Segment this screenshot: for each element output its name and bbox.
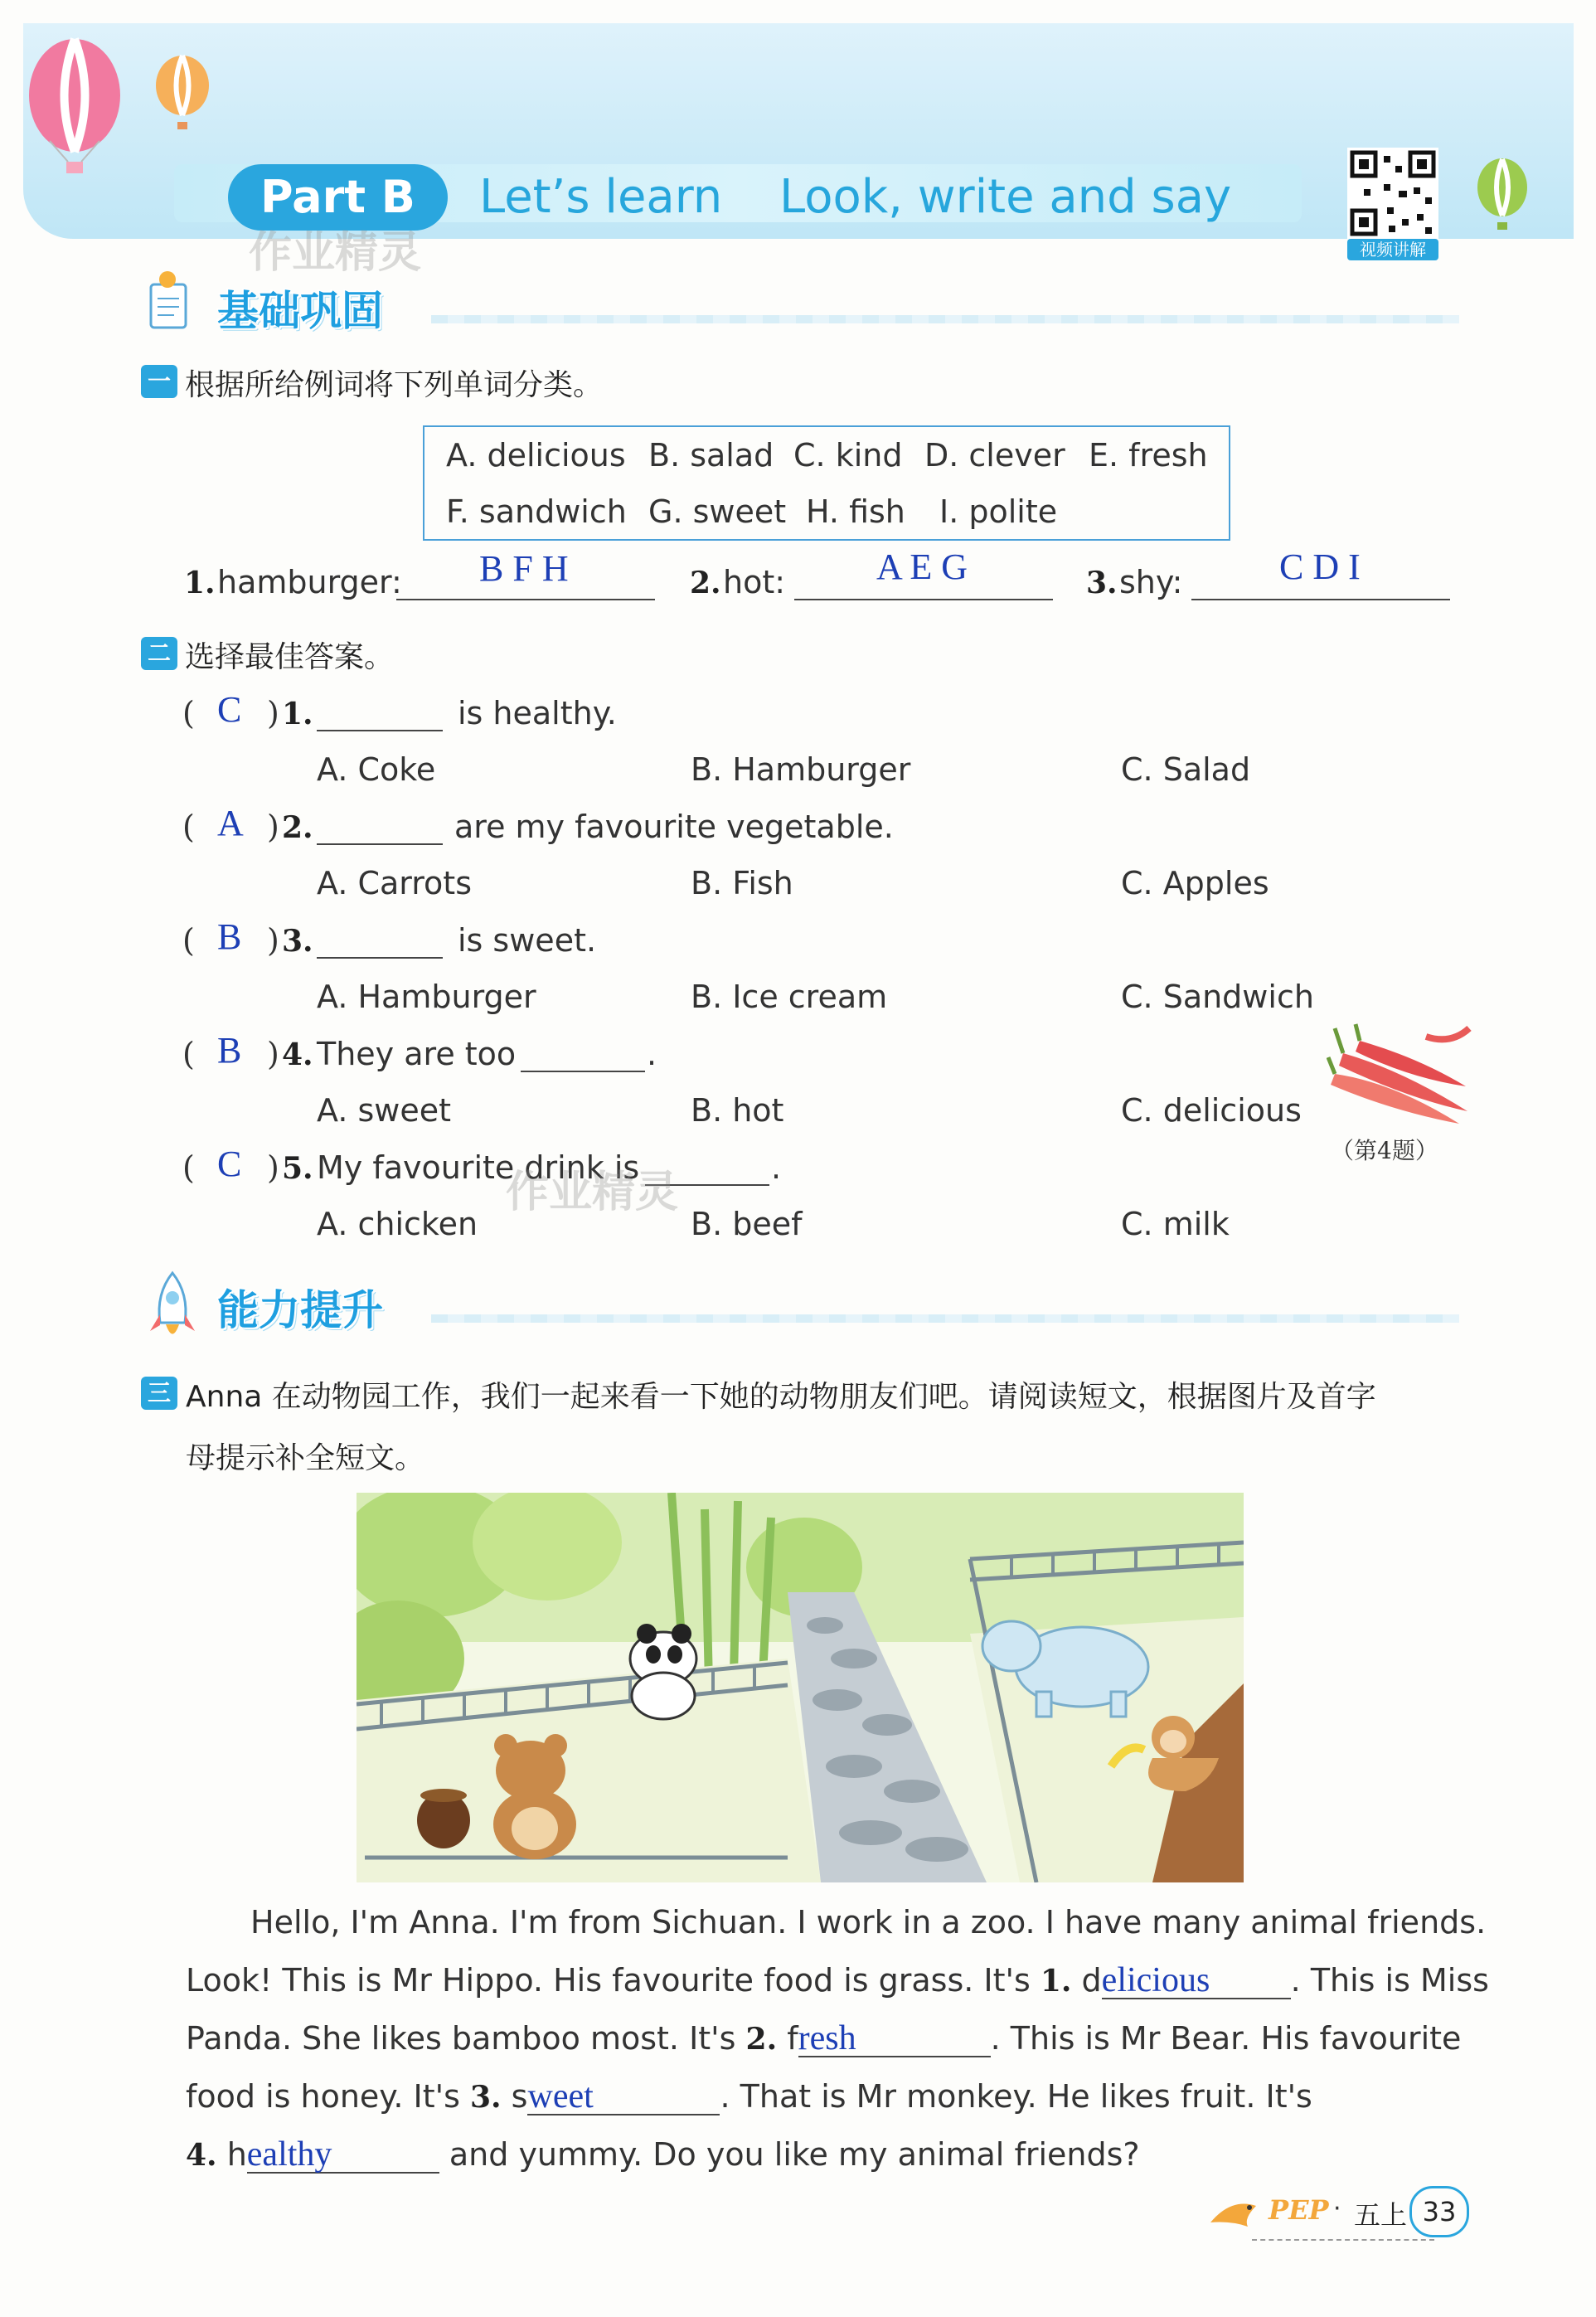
category-word: hot:: [723, 564, 786, 600]
word-option: F. sandwich: [446, 493, 627, 530]
word-option: I. polite: [939, 493, 1058, 530]
first-letter: s: [511, 2078, 528, 2115]
option-b: B. beef: [691, 1206, 803, 1242]
q3-instruction-line2: 母提示补全短文。: [186, 1441, 425, 1475]
page-number: 33: [1409, 2186, 1469, 2237]
paren-open: (: [182, 922, 195, 959]
word-option: A. delicious: [446, 437, 626, 474]
passage-line-3: [186, 2009, 1461, 2068]
paren-open: (: [182, 695, 195, 731]
option-c: C. milk: [1121, 1206, 1230, 1242]
option-b: B. Fish: [691, 865, 793, 901]
section-title-advanced: 能力提升: [217, 1286, 383, 1334]
passage-text: Look! This is Mr Hippo. His favourite food is grass. It's: [186, 1962, 1031, 1999]
passage-text: . That is Mr monkey. He likes fruit. It's: [720, 2078, 1312, 2115]
paren-close: ): [267, 695, 279, 731]
option-c: C. Sandwich: [1121, 979, 1314, 1015]
option-a: A. chicken: [317, 1206, 478, 1242]
picture-caption: （第4题）: [1331, 1137, 1438, 1164]
choice-answer: C: [217, 689, 242, 730]
answer-line[interactable]: [1191, 599, 1450, 600]
small-balloon-icon: [149, 54, 216, 133]
option-a: A. sweet: [317, 1092, 452, 1129]
balloon-icon: [21, 37, 137, 178]
part-badge: Part B: [228, 164, 448, 231]
paren-close: ): [267, 1036, 279, 1072]
fill-blank-4[interactable]: ealthy: [247, 2137, 439, 2174]
answer-text: B F H: [479, 548, 569, 589]
word-option: B. salad: [648, 437, 774, 474]
question-text: are my favourite vegetable.: [454, 809, 894, 845]
choice-answer: A: [217, 803, 244, 843]
watermark: 作业精灵: [506, 1168, 679, 1217]
option-c: C. delicious: [1121, 1092, 1302, 1129]
word-option: E. fresh: [1089, 437, 1208, 474]
q2-instruction: 选择最佳答案。: [185, 640, 395, 674]
paren-close: ): [267, 922, 279, 959]
question-punct: .: [647, 1036, 657, 1072]
blank-number: 4.: [186, 2138, 217, 2173]
blank-line[interactable]: [521, 1071, 645, 1072]
answer-line[interactable]: [794, 599, 1053, 600]
passage-text: . This is Mr Bear. His favourite: [990, 2020, 1462, 2057]
question-text: They are too: [317, 1036, 517, 1072]
option-b: B. Ice cream: [691, 979, 888, 1015]
passage-text: food is honey. It's: [186, 2078, 460, 2115]
section-divider: [431, 315, 1459, 323]
fill-blank-3[interactable]: weet: [527, 2079, 720, 2115]
choice-answer: B: [217, 916, 242, 957]
blank-line[interactable]: [317, 730, 443, 731]
rocket-icon: [148, 1269, 197, 1343]
option-c: C. Salad: [1121, 751, 1251, 788]
fill-blank-1[interactable]: elicious: [1102, 1963, 1291, 1999]
passage-text: and yummy. Do you like my animal friends?: [449, 2136, 1140, 2173]
green-balloon-icon: [1472, 158, 1534, 236]
chili-pepper-image: [1327, 1020, 1472, 1128]
option-b: B. Hamburger: [691, 751, 911, 788]
qr-code[interactable]: [1347, 148, 1438, 239]
qr-caption: 视频讲解: [1347, 239, 1438, 260]
item-number: 2.: [690, 566, 721, 600]
look-write-say-title: Look, write and say: [779, 170, 1232, 224]
option-a: A. Carrots: [317, 865, 472, 901]
item-number: 5.: [282, 1151, 313, 1186]
section-divider: [431, 1314, 1459, 1323]
watermark: 作业精灵: [249, 228, 422, 278]
category-word: shy:: [1119, 564, 1183, 600]
word-option: G. sweet: [648, 493, 787, 530]
footer-separator: ·: [1333, 2194, 1341, 2223]
category-word: hamburger:: [217, 564, 402, 600]
passage-line-2: [186, 1951, 1489, 2010]
passage-text: Panda. She likes bamboo most. It's: [186, 2020, 736, 2057]
blank-number: 2.: [745, 2022, 778, 2057]
option-c: C. Apples: [1121, 865, 1269, 901]
passage-text: . This is Miss: [1290, 1962, 1489, 1999]
zoo-illustration: [357, 1493, 1244, 1882]
notebook-icon: [141, 270, 199, 332]
q3-instruction-line1: Anna 在动物园工作，我们一起来看一下她的动物朋友们吧。请阅读短文，根据图片及首字: [186, 1380, 1376, 1414]
question-number-badge: 二: [141, 637, 177, 670]
blank-number: 1.: [1040, 1964, 1072, 1999]
choice-answer: C: [217, 1144, 242, 1184]
paren-close: ): [267, 1149, 279, 1186]
bird-icon: [1206, 2189, 1264, 2231]
item-number: 1.: [282, 697, 313, 731]
option-b: B. hot: [691, 1092, 784, 1129]
word-option: D. clever: [924, 437, 1065, 474]
first-letter: h: [226, 2136, 247, 2173]
paren-open: (: [182, 809, 195, 845]
blank-number: 3.: [469, 2080, 502, 2115]
question-number-badge: 一: [141, 365, 177, 398]
blank-line[interactable]: [317, 957, 443, 959]
passage-line-1: Hello, I'm Anna. I'm from Sichuan. I work in a zoo. I have many animal friends.: [250, 1904, 1487, 1941]
passage-line-5: [186, 2125, 1140, 2184]
option-a: A. Coke: [317, 751, 436, 788]
answer-text: C D I: [1279, 546, 1361, 587]
section-title-basic: 基础巩固: [217, 287, 383, 335]
footer-brand: PEP: [1269, 2194, 1329, 2226]
paren-close: ): [267, 809, 279, 845]
item-number: 4.: [282, 1037, 313, 1072]
choice-answer: B: [217, 1030, 242, 1071]
word-option: H. fish: [806, 493, 905, 530]
question-text: My favourite drink is: [317, 1149, 640, 1186]
lets-learn-title: Let’s learn: [479, 170, 723, 224]
fill-blank-2[interactable]: resh: [798, 2021, 991, 2057]
question-text: is healthy.: [458, 695, 617, 731]
question-number-badge: 三: [141, 1377, 177, 1410]
blank-line[interactable]: [317, 843, 443, 845]
first-letter: d: [1081, 1962, 1102, 1999]
footer-divider: [1252, 2239, 1434, 2241]
passage-line-4: [186, 2067, 1312, 2126]
item-number: 1.: [184, 566, 216, 600]
item-number: 3.: [1086, 566, 1118, 600]
answer-text: A E G: [876, 546, 968, 587]
paren-open: (: [182, 1036, 195, 1072]
answer-line[interactable]: [396, 599, 655, 600]
paren-open: (: [182, 1149, 195, 1186]
first-letter: f: [787, 2020, 798, 2057]
question-punct: .: [771, 1149, 782, 1186]
item-number: 3.: [282, 924, 313, 959]
footer-grade: 五上: [1354, 2199, 1408, 2231]
item-number: 2.: [282, 810, 313, 845]
question-text: is sweet.: [458, 922, 597, 959]
q1-instruction: 根据所给例词将下列单词分类。: [185, 368, 604, 402]
option-a: A. Hamburger: [317, 979, 536, 1015]
word-option: C. kind: [793, 437, 903, 474]
